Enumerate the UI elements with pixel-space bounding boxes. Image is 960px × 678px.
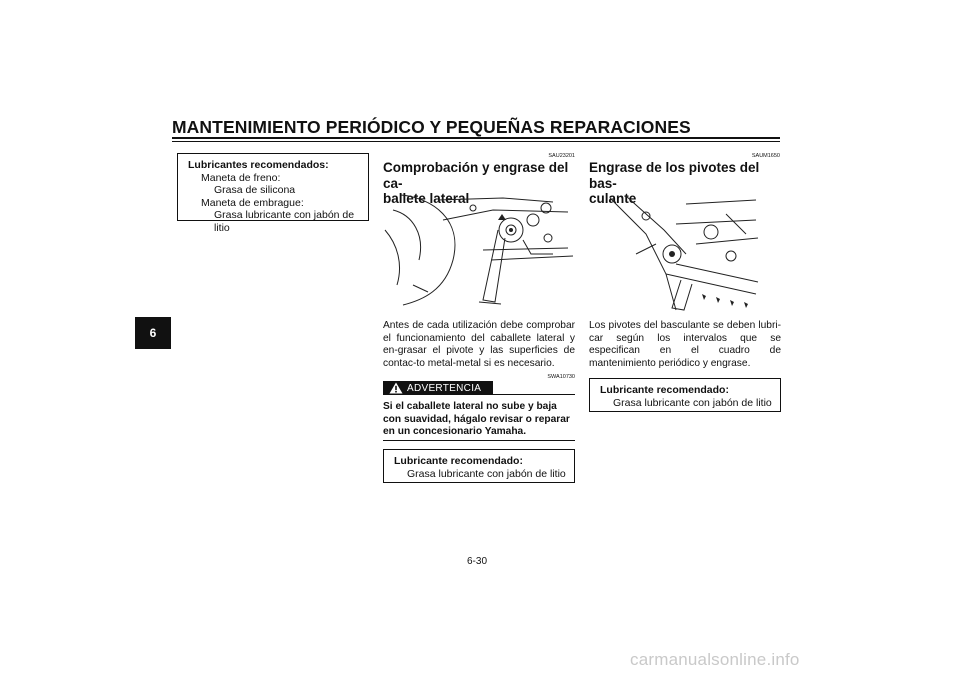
sidestand-section-code: SAU23201 bbox=[548, 153, 575, 159]
swingarm-illustration bbox=[606, 194, 762, 312]
lubricants-brake-lever: Maneta de freno: bbox=[201, 171, 281, 184]
swingarm-body-text: Los pivotes del basculante se deben lubri-car según los intervalos que se especifican en el cuadro de mantenimiento periódico y engrase. bbox=[589, 320, 781, 369]
page-number: 6-30 bbox=[466, 556, 487, 567]
warning-rule-bottom bbox=[383, 440, 575, 441]
sidestand-body-text: Antes de cada utilización debe comprobar el funcionamiento del caballete lateral y en-grasar el pivote y las superficies de contac-to metal-metal si es necesario. bbox=[383, 320, 575, 369]
swingarm-lubricant-value: Grasa lubricante con jabón de litio bbox=[613, 396, 772, 409]
sidestand-warning-code: SWA10730 bbox=[547, 374, 575, 380]
warning-triangle-icon bbox=[389, 382, 403, 394]
warning-label: ADVERTENCIA bbox=[407, 382, 482, 394]
page-title: MANTENIMIENTO PERIÓDICO Y PEQUEÑAS REPARACIONES bbox=[172, 117, 691, 137]
lubricants-brake-grease: Grasa de silicona bbox=[214, 184, 296, 196]
lubricants-box bbox=[177, 153, 369, 234]
sidestand-lubricant-title: Lubricante recomendado: bbox=[394, 455, 523, 467]
sidestand-illustration bbox=[383, 190, 575, 310]
swingarm-section-code: SAUM1650 bbox=[751, 153, 780, 159]
sidestand-lubricant-value: Grasa lubricante con jabón de litio bbox=[407, 467, 566, 480]
swingarm-lubricant-box bbox=[589, 378, 781, 412]
swingarm-title-line1: Engrase de los pivotes del bas- bbox=[589, 160, 760, 191]
swingarm-title-line2: culante bbox=[589, 191, 637, 206]
swingarm-lubricant-title: Lubricante recomendado: bbox=[600, 384, 729, 396]
warning-rule-top bbox=[493, 394, 575, 395]
header-rule-thin bbox=[172, 141, 780, 142]
site-watermark: carmanualsonline.info bbox=[630, 650, 800, 669]
warning-badge bbox=[383, 381, 493, 395]
sidestand-title-line2: ballete lateral bbox=[383, 191, 470, 206]
header-rule-thick bbox=[172, 137, 780, 139]
sidestand-warning-text: Si el caballete lateral no sube y baja con suavidad, hágalo revisar o reparar en un concesionario Yamaha. bbox=[383, 401, 570, 438]
lubricants-clutch-lever: Maneta de embrague: bbox=[201, 196, 304, 209]
lubricants-box-title: Lubricantes recomendados: bbox=[188, 159, 329, 171]
sidestand-lubricant-box bbox=[383, 449, 575, 483]
lubricants-clutch-grease: Grasa lubricante con jabón de litio bbox=[214, 209, 355, 234]
chapter-tab: 6 bbox=[135, 317, 171, 349]
sidestand-title-line1: Comprobación y engrase del ca- bbox=[383, 160, 569, 191]
